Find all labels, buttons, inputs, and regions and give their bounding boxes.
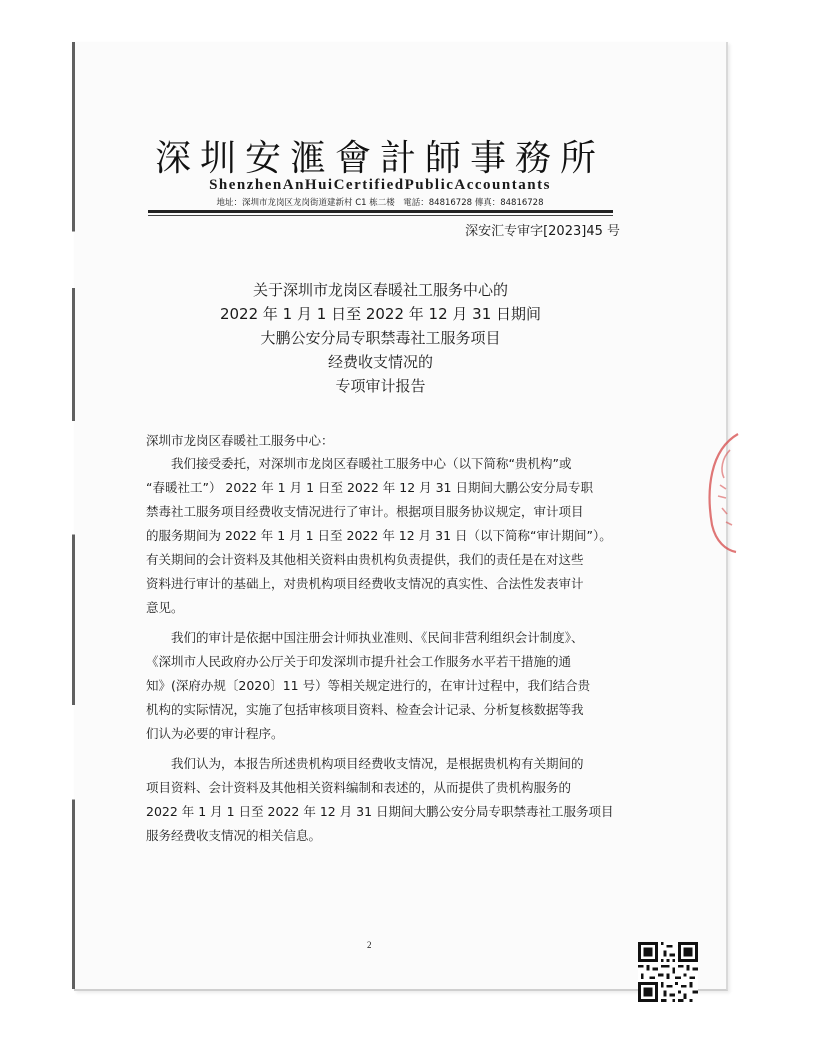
body-line: 们认为必要的审计程序。 [146,726,284,741]
body-line: “春暖社工”） 2022 年 1 月 1 日至 2022 年 12 月 31 日期间大鹏公安分局专职 [146,480,593,495]
body-line: 服务经费收支情况的相关信息。 [146,828,322,843]
body-line: 知》(深府办规〔2020〕11 号）等相关规定进行的，在审计过程中，我们结合贵 [146,678,591,693]
body-line: 的服务期间为 2022 年 1 月 1 日至 2022 年 12 月 31 日（以下简称“审计期间”）。 [146,528,612,543]
reference-number: 深安汇专审字[2023]45 号 [465,224,620,239]
salutation: 深圳市龙岗区春暖社工服务中心： [146,433,334,448]
body-line: 机构的实际情况，实施了包括审核项目资料、检查会计记录、分析复核数据等我 [146,702,584,717]
body-line: 《深圳市人民政府办公厅关于印发深圳市提升社会工作服务水平若干措施的通 [146,654,572,669]
firm-address: 地址：深圳市龙岗区龙岗街道建新村 C1 栋二楼 電話：84816728 傳真：84816728 [216,198,544,208]
title-line: 关于深圳市龙岗区春暖社工服务中心的 [252,281,508,299]
body-line: 有关期间的会计资料及其他相关资料由贵机构负责提供，我们的责任是在对这些 [146,552,584,567]
body-line: 我们的审计是依据中国注册会计师执业准则、《民间非营利组织会计制度》、 [146,630,584,645]
firm-name-english: ShenzhenAnHuiCertifiedPublicAccountants [209,177,551,193]
letterhead-rule-thin [148,215,613,216]
title-line: 专项审计报告 [335,377,426,395]
qr-code-icon [638,942,698,1002]
binding-edge [72,42,75,989]
report-body [146,430,618,848]
title-line: 2022 年 1 月 1 日至 2022 年 12 月 31 日期间 [219,305,542,323]
page-number: 2 [367,940,372,950]
paragraph-opinion [146,752,618,848]
firm-name-chinese: 深圳安滙會計師事務所 [154,138,605,179]
body-line: 我们接受委托，对深圳市龙岗区春暖社工服务中心（以下简称“贵机构”或 [146,456,572,471]
body-line: 项目资料、会计资料及其他相关资料编制和表述的，从而提供了贵机构服务的 [146,780,572,795]
report-title [148,278,613,398]
body-line: 资料进行审计的基础上，对贵机构项目经费收支情况的真实性、合法性发表审计 [146,576,584,591]
body-line: 意见。 [146,600,184,615]
letterhead-rule-thick [148,210,613,213]
body-line: 禁毒社工服务项目经费收支情况进行了审计。根据项目服务协议规定，审计项目 [146,504,584,519]
title-line: 经费收支情况的 [327,353,433,371]
body-line: 2022 年 1 月 1 日至 2022 年 12 月 31 日期间大鹏公安分局专职禁毒社工服务项目 [146,804,614,819]
title-line: 大鹏公安分局专职禁毒社工服务项目 [260,329,501,347]
body-line: 我们认为，本报告所述贵机构项目经费收支情况，是根据贵机构有关期间的 [146,756,584,771]
paragraph-engagement [146,452,618,620]
paragraph-basis [146,626,618,746]
red-seal-stamp [700,430,740,555]
